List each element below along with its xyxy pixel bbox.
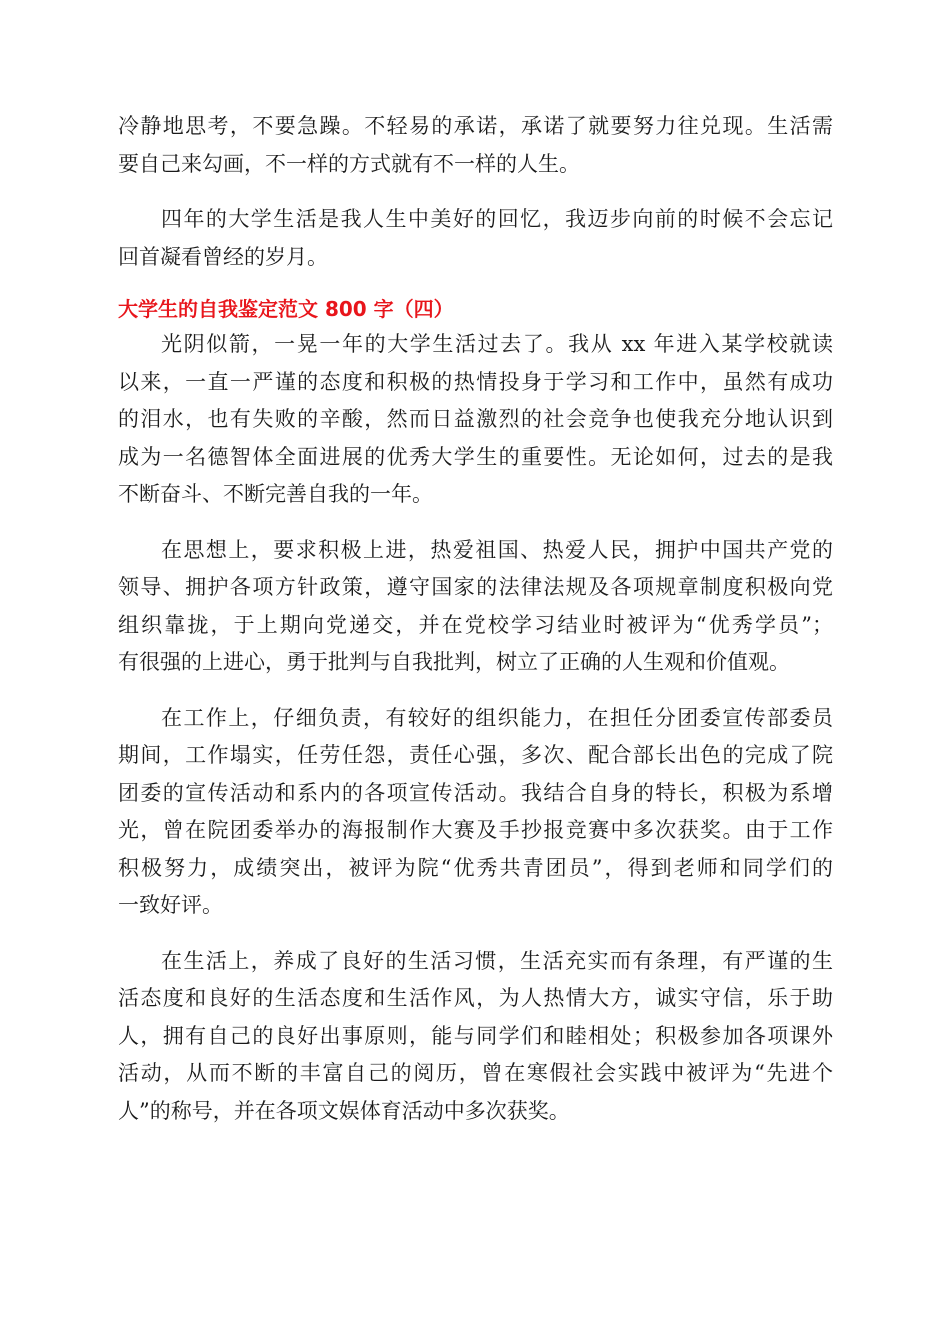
- text-line: 光，曾在院团委举办的海报制作大赛及手抄报竞赛中多次获奖。由于工作: [118, 818, 833, 842]
- text-line: 积极努力，成绩突出，被评为院“优秀共青团员”，得到老师和同学们的: [118, 855, 833, 880]
- paragraph: [118, 326, 833, 514]
- text-line: 不断奋斗、不断完善自我的一年。: [118, 482, 433, 506]
- paragraph: [118, 700, 833, 925]
- text-line: 期间，工作塌实，任劳任怨，责任心强，多次、配合部长出色的完成了院: [118, 743, 833, 767]
- text-line: 团委的宣传活动和系内的各项宣传活动。我结合自身的特长，积极为系增: [118, 780, 833, 805]
- text-line: 以来，一直一严谨的态度和积极的热情投身于学习和工作中，虽然有成功: [118, 369, 833, 394]
- text-line: 在生活上，养成了良好的生活习惯，生活充实而有条理，有严谨的生: [161, 948, 833, 973]
- document-page: [118, 108, 833, 1148]
- text-line: 领导、拥护各项方针政策，遵守国家的法律法规及各项规章制度积极向党: [118, 575, 833, 599]
- text-line: 在工作上，仔细负责，有较好的组织能力，在担任分团委宣传部委员: [161, 705, 833, 730]
- text-line: 在思想上，要求积极上进，热爱祖国、热爱人民，拥护中国共产党的: [161, 537, 833, 562]
- text-line: 活动，从而不断的丰富自己的阅历，曾在寒假社会实践中被评为“先进个: [118, 1061, 833, 1085]
- paragraph: [118, 943, 833, 1131]
- text-line: 的泪水，也有失败的辛酸，然而日益激烈的社会竞争也使我充分地认识到: [118, 407, 833, 431]
- text-line: 回首凝看曾经的岁月。: [118, 244, 328, 269]
- text-line: 人，拥有自己的良好出事原则，能与同学们和睦相处；积极参加各项课外: [118, 1023, 833, 1048]
- text-line: 一致好评。: [118, 893, 223, 917]
- text-line: 光阴似箭，一晃一年的大学生活过去了。我从 xx 年进入某学校就读: [161, 332, 833, 356]
- text-line: 人”的称号，并在各项文娱体育活动中多次获奖。: [118, 1098, 570, 1123]
- paragraph: [118, 201, 833, 276]
- text-line: 四年的大学生活是我人生中美好的回忆，我迈步向前的时候不会忘记: [161, 207, 833, 231]
- paragraph: [118, 108, 833, 183]
- section-heading: 大学生的自我鉴定范文 800 字（四）: [118, 297, 454, 321]
- text-line: 有很强的上进心，勇于批判与自我批判，树立了正确的人生观和价值观。: [118, 650, 790, 674]
- text-line: 组织靠拢，于上期向党递交，并在党校学习结业时被评为“优秀学员”；: [118, 612, 833, 637]
- paragraph: [118, 532, 833, 682]
- text-line: 活态度和良好的生活态度和生活作风，为人热情大方，诚实守信，乐于助: [118, 986, 833, 1010]
- text-line: 成为一名德智体全面进展的优秀大学生的重要性。无论如何，过去的是我: [118, 444, 833, 469]
- text-line: 冷静地思考，不要急躁。不轻易的承诺，承诺了就要努力往兑现。生活需: [118, 114, 833, 138]
- text-line: 要自己来勾画，不一样的方式就有不一样的人生。: [118, 151, 580, 176]
